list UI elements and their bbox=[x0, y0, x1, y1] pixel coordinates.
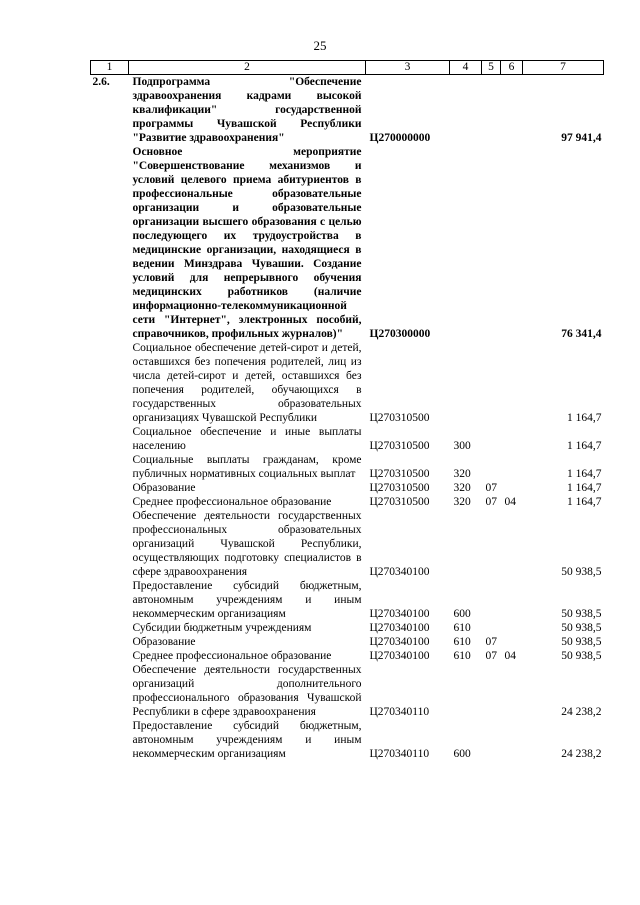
row-subsection bbox=[501, 453, 523, 481]
header-cell: 5 bbox=[482, 61, 501, 75]
table-header-row bbox=[91, 61, 604, 75]
row-code: Ц270340100 bbox=[369, 622, 430, 634]
row-amount: 50 938,5 bbox=[561, 622, 602, 634]
row-subsection bbox=[501, 579, 523, 621]
row-expense-type: 320 bbox=[453, 482, 471, 494]
table-row bbox=[91, 425, 604, 453]
row-subsection bbox=[501, 635, 523, 649]
table-row bbox=[91, 75, 604, 146]
row-expense-type: 600 bbox=[453, 608, 471, 620]
row-subsection bbox=[501, 75, 523, 146]
section-number bbox=[91, 635, 129, 649]
row-amount: 97 941,4 bbox=[561, 132, 602, 144]
section-number bbox=[91, 663, 129, 719]
row-expense-type: 610 bbox=[453, 636, 471, 648]
row-section: 07 bbox=[485, 636, 497, 648]
row-name: Среднее профессиональное образование bbox=[132, 496, 332, 508]
section-number: 2.6. bbox=[92, 76, 110, 88]
row-expense-type: 320 bbox=[453, 468, 471, 480]
table-row bbox=[91, 453, 604, 481]
row-section bbox=[482, 425, 501, 453]
row-section bbox=[482, 719, 501, 761]
row-section bbox=[482, 453, 501, 481]
table-row bbox=[91, 481, 604, 495]
row-code: Ц270340100 bbox=[369, 608, 430, 620]
section-number bbox=[91, 341, 129, 425]
row-subsection bbox=[501, 341, 523, 425]
row-name: Предоставление субсидий бюджетным, автономным учреждениям и иным некоммерческим организациям bbox=[132, 720, 362, 760]
row-section bbox=[482, 579, 501, 621]
row-expense-type bbox=[450, 509, 482, 579]
table-row bbox=[91, 635, 604, 649]
row-expense-type: 610 bbox=[453, 650, 471, 662]
row-subsection bbox=[501, 719, 523, 761]
row-subsection bbox=[501, 481, 523, 495]
row-name: Среднее профессиональное образование bbox=[132, 650, 332, 662]
row-code: Ц270310500 bbox=[369, 482, 430, 494]
row-amount: 24 238,2 bbox=[561, 706, 602, 718]
row-section: 07 bbox=[485, 650, 497, 662]
row-name: Социальные выплаты гражданам, кроме публичных нормативных социальных выплат bbox=[132, 454, 362, 480]
row-name: Обеспечение деятельности государственных профессиональных образовательных организаций Чувашской Республики, осуществляющих подготовку специалистов в сфере здравоохранения bbox=[132, 510, 362, 578]
row-subsection bbox=[501, 509, 523, 579]
section-number bbox=[91, 579, 129, 621]
section-number bbox=[91, 719, 129, 761]
row-name: Социальное обеспечение и иные выплаты населению bbox=[132, 426, 362, 452]
table-row bbox=[91, 719, 604, 761]
table-row bbox=[91, 495, 604, 509]
row-section bbox=[482, 663, 501, 719]
section-number bbox=[91, 621, 129, 635]
row-amount: 1 164,7 bbox=[567, 496, 602, 508]
table-row bbox=[91, 145, 604, 341]
section-number bbox=[91, 495, 129, 509]
row-code: Ц270310500 bbox=[369, 440, 430, 452]
row-amount: 1 164,7 bbox=[567, 440, 602, 452]
row-code: Ц270340100 bbox=[369, 566, 430, 578]
row-subsection bbox=[501, 663, 523, 719]
row-section bbox=[482, 509, 501, 579]
row-section bbox=[482, 75, 501, 146]
section-number bbox=[91, 453, 129, 481]
section-number bbox=[91, 649, 129, 663]
row-expense-type bbox=[450, 341, 482, 425]
row-amount: 50 938,5 bbox=[561, 608, 602, 620]
row-subsection: 04 bbox=[504, 496, 516, 508]
row-amount: 50 938,5 bbox=[561, 636, 602, 648]
row-amount: 1 164,7 bbox=[567, 412, 602, 424]
row-expense-type: 320 bbox=[453, 496, 471, 508]
section-number bbox=[91, 425, 129, 453]
row-code: Ц270340100 bbox=[369, 636, 430, 648]
row-code: Ц270310500 bbox=[369, 496, 430, 508]
header-cell: 7 bbox=[523, 61, 604, 75]
row-code: Ц270310500 bbox=[369, 412, 430, 424]
row-subsection: 04 bbox=[504, 650, 516, 662]
row-subsection bbox=[501, 145, 523, 341]
row-expense-type: 300 bbox=[453, 440, 471, 452]
table-row bbox=[91, 341, 604, 425]
row-expense-type bbox=[450, 75, 482, 146]
row-section bbox=[482, 145, 501, 341]
page-number: 25 bbox=[313, 38, 327, 53]
row-subsection bbox=[501, 425, 523, 453]
row-amount: 1 164,7 bbox=[567, 482, 602, 494]
header-cell: 4 bbox=[450, 61, 482, 75]
table-row bbox=[91, 621, 604, 635]
row-name: Основное мероприятие "Совершенствование механизмов и условий целевого приема абитуриентов в профессиональные образовательные организации и образовательные организации высшего образования с целью последующего их трудоустройства в медицинские организации, находящиеся в ведении Минздрава Чувашии. Создание условий для непрерывного обучения медицинских работников (наличие информационно-телекоммуникационной сети "Интернет", электронных пособий, справочников, профильных журналов)" bbox=[132, 146, 362, 340]
section-number bbox=[91, 145, 129, 341]
row-expense-type bbox=[450, 663, 482, 719]
row-code: Ц270000000 bbox=[369, 132, 431, 144]
row-name: Предоставление субсидий бюджетным, автономным учреждениям и иным некоммерческим организациям bbox=[132, 580, 362, 620]
row-section bbox=[482, 341, 501, 425]
row-expense-type: 600 bbox=[453, 748, 471, 760]
table-row bbox=[91, 649, 604, 663]
row-section: 07 bbox=[485, 496, 497, 508]
row-code: Ц270340110 bbox=[369, 748, 430, 760]
row-section bbox=[482, 621, 501, 635]
row-amount: 76 341,4 bbox=[561, 328, 602, 340]
row-expense-type: 610 bbox=[453, 622, 471, 634]
row-name: Подпрограмма "Обеспечение здравоохранения кадрами высокой квалификации" государственной программы Чувашской Республики "Развитие здравоохранения" bbox=[132, 76, 362, 144]
row-amount: 1 164,7 bbox=[567, 468, 602, 480]
row-code: Ц270310500 bbox=[369, 468, 430, 480]
section-number bbox=[91, 509, 129, 579]
row-code: Ц270300000 bbox=[369, 328, 431, 340]
header-cell: 3 bbox=[366, 61, 450, 75]
row-name: Образование bbox=[132, 636, 196, 648]
row-name: Субсидии бюджетным учреждениям bbox=[132, 622, 312, 634]
row-amount: 24 238,2 bbox=[561, 748, 602, 760]
table-row bbox=[91, 509, 604, 579]
row-amount: 50 938,5 bbox=[561, 650, 602, 662]
header-cell: 6 bbox=[501, 61, 523, 75]
row-section: 07 bbox=[485, 482, 497, 494]
row-name: Социальное обеспечение детей-сирот и детей, оставшихся без попечения родителей, лиц из числа детей-сирот и детей, оставшихся без попечения родителей, обучающихся в государственных образовательных организациях Чувашской Республики bbox=[132, 342, 362, 424]
header-cell: 1 bbox=[91, 61, 129, 75]
section-number bbox=[91, 481, 129, 495]
budget-table bbox=[90, 60, 604, 761]
header-cell: 2 bbox=[129, 61, 366, 75]
table-row bbox=[91, 579, 604, 621]
row-name: Образование bbox=[132, 482, 196, 494]
row-code: Ц270340100 bbox=[369, 650, 430, 662]
row-name: Обеспечение деятельности государственных организаций дополнительного профессионального образования Чувашской Республики в сфере здравоохранения bbox=[132, 664, 362, 718]
row-expense-type bbox=[450, 145, 482, 341]
row-subsection bbox=[501, 621, 523, 635]
table-row bbox=[91, 663, 604, 719]
row-amount: 50 938,5 bbox=[561, 566, 602, 578]
row-code: Ц270340110 bbox=[369, 706, 430, 718]
